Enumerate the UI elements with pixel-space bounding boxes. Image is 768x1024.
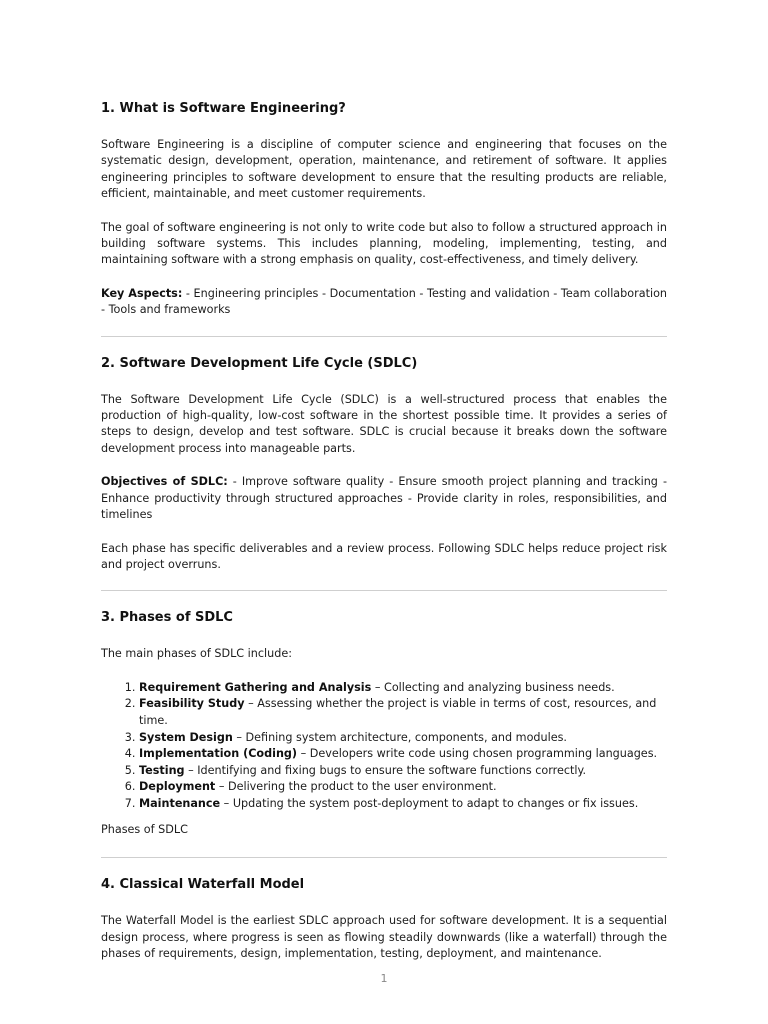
key-aspects-paragraph	[101, 286, 667, 319]
section-2-heading: 2. Software Development Life Cycle (SDLC)	[101, 355, 418, 371]
phase-desc: – Assessing whether the project is viable in terms of cost, resources, and time.	[139, 697, 657, 727]
phase-term: Maintenance	[139, 796, 221, 810]
phase-desc: – Delivering the product to the user environment.	[215, 780, 497, 794]
section-2-paragraph-1: The Software Development Life Cycle (SDLC) is a well-structured process that enables the production of high-quality, low-cost software in the shortest possible time. It provides a series of steps to design, develop and test software. SDLC is crucial because it breaks down the software development process into manageable parts.	[101, 392, 667, 455]
phase-term: System Design	[139, 730, 233, 744]
phase-desc: – Developers write code using chosen programming languages.	[297, 747, 658, 761]
section-3-heading: 3. Phases of SDLC	[101, 610, 233, 626]
key-aspects-text: - Engineering principles - Documentation - Testing and validation - Team collaboration - Tools and frameworks	[101, 286, 667, 317]
list-item	[139, 763, 667, 780]
section-1-paragraph-1: Software Engineering is a discipline of computer science and engineering that focuses on the systematic design, development, operation, maintenance, and retirement of software. It applies engineering principles to software development to ensure that the resulting products are reliable, efficient, maintainable, and meet customer requirements.	[101, 138, 667, 201]
image-caption: Phases of SDLC	[101, 823, 188, 837]
list-item	[139, 680, 667, 697]
objectives-text: - Improve software quality - Ensure smooth project planning and tracking - Enhance productivity through structured approaches - Provide clarity in roles, responsibilities, and timelines	[101, 475, 667, 522]
section-3-intro: The main phases of SDLC include:	[101, 647, 292, 661]
list-item	[139, 730, 667, 747]
objectives-paragraph	[101, 474, 667, 523]
phase-desc: – Defining system architecture, components, and modules.	[232, 730, 567, 744]
section-4-paragraph-1: The Waterfall Model is the earliest SDLC approach used for software development. It is a sequential design process, where progress is seen as flowing steadily downwards (like a waterfall) through the phases of requirements, design, implementation, testing, deployment, and maintenance.	[101, 914, 667, 961]
list-item	[139, 746, 667, 763]
objectives-label: Objectives of SDLC:	[101, 475, 228, 489]
phase-desc: – Collecting and analyzing business needs.	[371, 680, 615, 694]
page-number: 1	[380, 972, 388, 985]
list-item	[139, 796, 667, 813]
section-1-heading: 1. What is Software Engineering?	[101, 101, 346, 116]
phase-desc: – Identifying and fixing bugs to ensure the software functions correctly.	[184, 763, 587, 777]
list-item	[139, 696, 667, 729]
section-divider	[101, 857, 667, 858]
phase-term: Implementation (Coding)	[139, 747, 298, 761]
phase-desc: – Updating the system post-deployment to adapt to changes or fix issues.	[220, 796, 639, 810]
list-item	[139, 779, 667, 796]
section-divider	[101, 590, 667, 591]
section-divider	[101, 336, 667, 337]
phase-term: Deployment	[139, 780, 216, 794]
section-4-heading: 4. Classical Waterfall Model	[101, 877, 305, 893]
phase-term: Feasibility Study	[139, 697, 245, 711]
document-page	[101, 100, 667, 980]
key-aspects-label: Key Aspects:	[101, 286, 183, 300]
phase-term: Requirement Gathering and Analysis	[139, 680, 372, 694]
section-2-paragraph-3: Each phase has specific deliverables and a review process. Following SDLC helps reduce project risk and project overruns.	[101, 541, 667, 571]
phases-list	[101, 680, 667, 813]
section-1-paragraph-2: The goal of software engineering is not only to write code but also to follow a structured approach in building software systems. This includes planning, modeling, implementing, testing, and maintaining software with a strong emphasis on quality, cost-effectiveness, and timely delivery.	[101, 220, 667, 267]
phase-term: Testing	[139, 763, 185, 777]
